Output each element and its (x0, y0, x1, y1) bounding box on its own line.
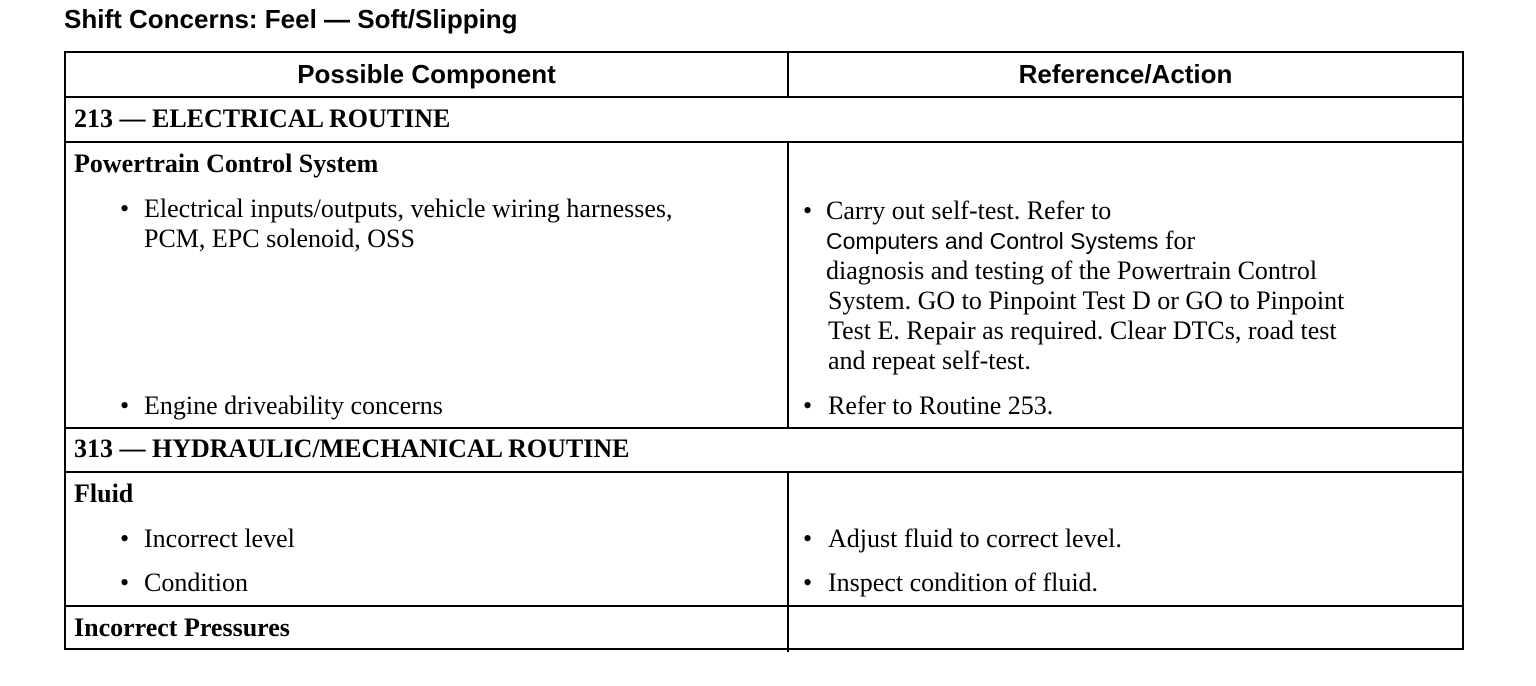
bullet-dot: • (120, 391, 130, 420)
bullet-dot: • (803, 524, 813, 553)
row-divider (66, 427, 1462, 429)
header-possible-component: Possible Component (297, 59, 556, 89)
component-powertrain-control-system: Powertrain Control System (74, 149, 379, 178)
bullet-dot: • (803, 568, 813, 597)
diagnosis-table (64, 51, 1464, 650)
fluid-action-2: Inspect condition of fluid. (828, 568, 1099, 597)
pcs-action-2: Refer to Routine 253. (828, 391, 1054, 420)
header-reference-action: Reference/Action (1018, 59, 1233, 89)
column-divider (787, 141, 789, 427)
pcs-action-1-line-3: diagnosis and testing of the Powertrain Control (826, 256, 1318, 285)
bullet-dot: • (120, 568, 130, 597)
row-divider (66, 605, 1462, 607)
column-divider (787, 471, 789, 652)
pcs-action-1-line-6: and repeat self-test. (828, 346, 1031, 375)
bullet-dot: • (120, 524, 130, 553)
pcs-item-1-line-1: Electrical inputs/outputs, vehicle wiring harnesses, (144, 194, 673, 223)
row-divider (66, 141, 1462, 143)
bullet-dot: • (803, 391, 813, 420)
component-fluid: Fluid (74, 479, 134, 508)
reference-computers-and-control-systems: Computers and Control Systems (826, 228, 1159, 254)
pcs-item-1-line-2: PCM, EPC solenoid, OSS (144, 224, 415, 253)
fluid-item-1: Incorrect level (144, 524, 295, 553)
routine-213-heading: 213 — ELECTRICAL ROUTINE (74, 104, 451, 133)
fluid-action-1: Adjust fluid to correct level. (828, 524, 1122, 553)
reference-for-text: for (1158, 226, 1196, 255)
pcs-action-1-line-4: System. GO to Pinpoint Test D or GO to Pinpoint (828, 286, 1345, 315)
routine-313-heading: 313 — HYDRAULIC/MECHANICAL ROUTINE (74, 434, 630, 463)
component-incorrect-pressures: Incorrect Pressures (74, 613, 290, 642)
pcs-action-1-line-2 (826, 226, 1195, 260)
row-divider (66, 471, 1462, 473)
pcs-action-1-line-5: Test E. Repair as required. Clear DTCs, road test (828, 316, 1337, 345)
pcs-action-1-line-1: Carry out self-test. Refer to (826, 196, 1112, 225)
bullet-dot: • (803, 196, 813, 225)
fluid-item-2: Condition (144, 568, 249, 597)
pcs-item-2: Engine driveability concerns (144, 391, 443, 420)
bullet-dot: • (120, 194, 130, 223)
row-divider (66, 96, 1462, 98)
page-title: Shift Concerns: Feel — Soft/Slipping (64, 4, 518, 34)
